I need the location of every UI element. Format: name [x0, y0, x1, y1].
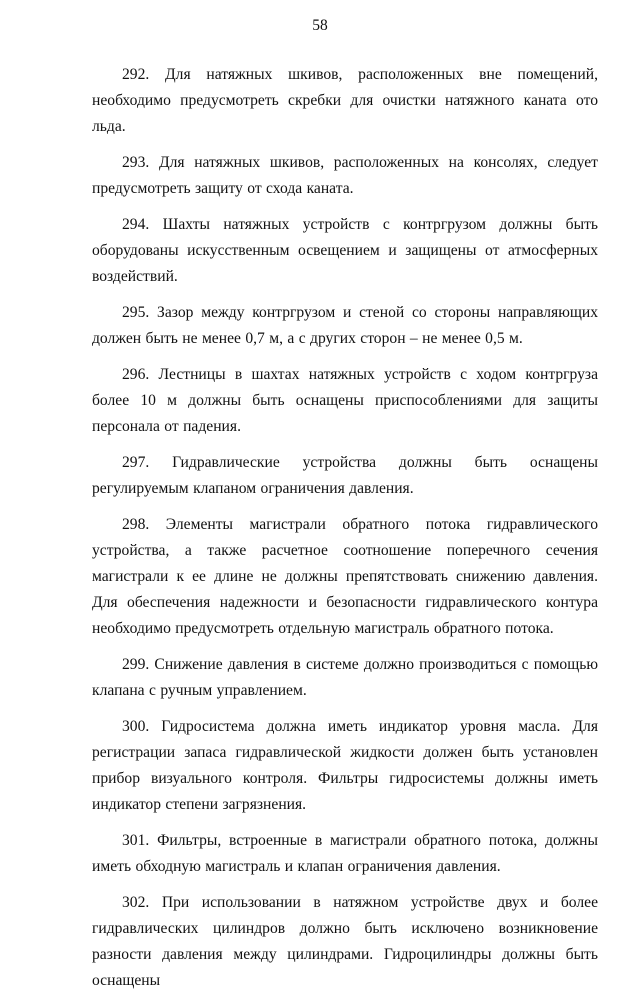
paragraph-297: 297. Гидравлические устройства должны быть оснащены регулируемым клапаном ограничения давления.	[92, 454, 598, 497]
paragraph-300: 300. Гидросистема должна иметь индикатор уровня масла. Для регистрации запаса гидравлической жидкости должен быть установлен прибор визуального контроля. Фильтры гидросистемы должны иметь индикатор степени загрязнения.	[92, 718, 598, 813]
page-number: 58	[312, 17, 328, 34]
paragraph-301: 301. Фильтры, встроенные в магистрали обратного потока, должны иметь обходную магистраль и клапан ограничения давления.	[92, 832, 598, 875]
paragraph-292: 292. Для натяжных шкивов, расположенных вне помещений, необходимо предусмотреть скребки для очистки натяжного каната ото льда.	[92, 66, 598, 135]
paragraph-294: 294. Шахты натяжных устройств с контргрузом должны быть оборудованы искусственным освещением и защищены от атмосферных воздействий.	[92, 216, 598, 285]
document-body	[92, 62, 598, 1004]
paragraph-293: 293. Для натяжных шкивов, расположенных на консолях, следует предусмотреть защиту от схода каната.	[92, 154, 598, 197]
paragraph-296: 296. Лестницы в шахтах натяжных устройств с ходом контргруза более 10 м должны быть оснащены приспособлениями для защиты персонала от падения.	[92, 366, 598, 435]
paragraph-299: 299. Снижение давления в системе должно производиться с помощью клапана с ручным управлением.	[92, 656, 598, 699]
paragraph-302: 302. При использовании в натяжном устройстве двух и более гидравлических цилиндров должно быть исключено возникновение разности давления между цилиндрами. Гидроцилиндры должны быть оснащены	[92, 894, 598, 989]
paragraph-298: 298. Элементы магистрали обратного потока гидравлического устройства, а также расчетное соотношение поперечного сечения магистрали к ее длине не должны препятствовать снижению давления. Для обеспечения надежности и безопасности гидравлического контура необходимо предусмотреть отдельную магистраль обратного потока.	[92, 516, 598, 637]
paragraph-295: 295. Зазор между контргрузом и стеной со стороны направляющих должен быть не менее 0,7 м, а с других сторон – не менее 0,5 м.	[92, 304, 598, 347]
